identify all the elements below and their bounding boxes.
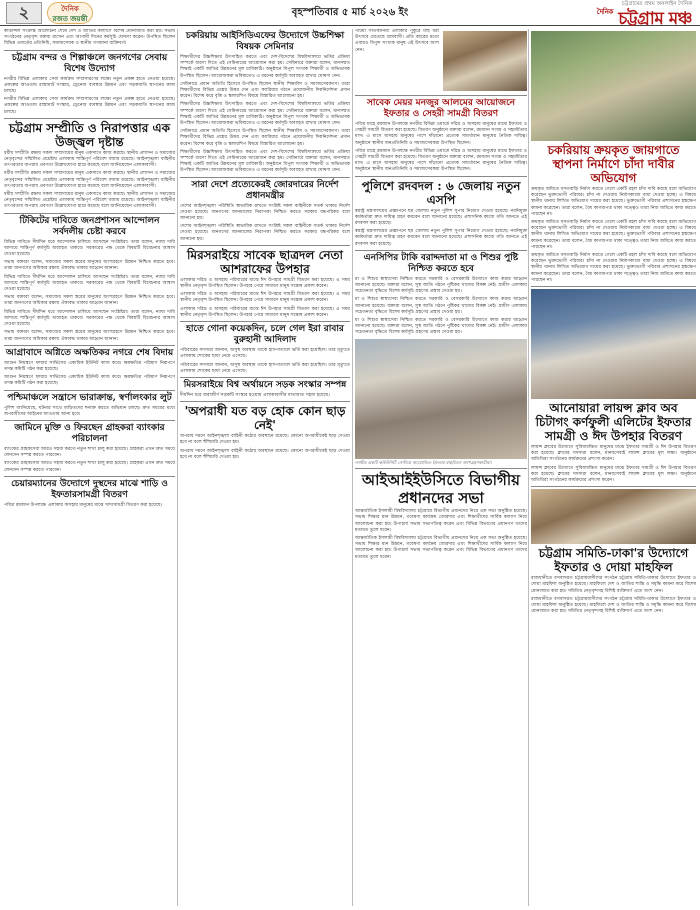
article-headline[interactable]: চট্টগ্রাম সম্প্রীতি ও নিরাপত্তার এক উজ্জ্বল দৃষ্টান্ত: [8, 120, 171, 149]
article-text: শিক্ষার্থীদের উচ্চশিক্ষায় উৎসাহিত করতে এবং দেশ-বিদেশের বিশ্ববিদ্যালয়ে ভর্তির প্রক্রিয়া সম্পর্কে ধারণা দিতে এই সেমিনারের আয়োজন করা হয়। সেমিনারে বক্তারা বলেন, মানসম্মত শিক্ষাই একটি জাতির উন্নয়নের মূল চাবিকাঠি। অনুষ্ঠানে বিপুল সংখ্যক শিক্ষার্থী ও অভিভাবক উপস্থিত ছিলেন। আয়োজকরা ভবিষ্যতেও এ ধরনের কর্মসূচি অব্যাহত রাখার ঘোষণা দেন।: [180, 55, 350, 79]
article-headline[interactable]: চট্টগ্রাম বন্দর ও শিল্পাঞ্চলে জনগণের সেবায় বিশেষ উদ্যোগ: [11, 52, 168, 74]
article-headline[interactable]: চেয়ারম্যানের উদ্যোগে দুস্থদের মাঝে শাড়ি ও ইফতারসামগ্রী বিতরণ: [11, 478, 168, 500]
article-headline[interactable]: পুলিশে রদবদল : ৬ জেলায় নতুন এসপি: [361, 178, 521, 207]
article-text: ব্যাংকের গ্রাহকসেবা আরও সহজ করতে নতুন শাখা চালু করা হয়েছে। গ্রাহকরা এখন দ্রুত সময়ে লেনদেন সম্পন্ন করতে পারবেন।: [4, 446, 175, 459]
article-text: অপরাধ দমনে আইনশৃঙ্খলা বাহিনী কঠোর অবস্থানে রয়েছে। কোনো অপরাধীকেই ছাড় দেওয়া হবে না বলে হুঁশিয়ারি দেওয়া হয়।: [180, 448, 350, 460]
article-text: আগুন নিয়ন্ত্রণে ফায়ার সার্ভিসের একাধিক ইউনিট কাজ করে। ক্ষয়ক্ষতির পরিমাণ নিরূপণে তদন্ত কমিটি গঠন করা হয়েছে।: [4, 360, 175, 372]
top-split: [355, 29, 527, 93]
article-text: সভায় বক্তারা বলেন, সমাজের সকল স্তরের মানুষের অংশগ্রহণে উন্নয়ন নিশ্চিত করতে হবে। তারা জনগণের অধিকার রক্ষায় ঐক্যবদ্ধ থাকার আহ্বান জানান।: [4, 260, 175, 272]
divider: [531, 286, 696, 287]
article-text: পরিবারের সদস্যরা জানান, অসুস্থ অবস্থায় তাকে হাসপাতালে ভর্তি করা হয়েছিল। তার মৃত্যুতে এলাকায় শোকের ছায়া নেমে এসেছে।: [180, 362, 350, 374]
divider: [355, 250, 527, 251]
article-headline[interactable]: 'অপরাধী যত বড় হোক কোন ছাড় নেই': [184, 404, 346, 433]
article-headline[interactable]: চকরিয়ায় ক্রয়কৃত জায়গাতে স্থাপনা নির্মাণে চাঁদা দাবীর অভিযোগ: [547, 143, 680, 185]
divider: [4, 476, 175, 477]
article-headline[interactable]: মিরসরাইয়ে বিশ্ব অর্থায়নে সড়ক সংস্কার সম্পন্ন: [183, 379, 347, 390]
divider: [355, 468, 527, 469]
article-headline[interactable]: চট্টগ্রাম সমিতি-ঢাকা'র উদ্যোগে ইফতার ও দোয়া মাহফিল: [538, 546, 689, 575]
article-headline[interactable]: মিরসরাইয়ে সাবেক ছাত্রদল নেতা আশরাফের উপহার: [186, 247, 343, 276]
news-photo: [531, 31, 696, 141]
article-text: ধর্মীয় সম্প্রীতি রক্ষায় সকল সম্প্রদায়ের মানুষ একসাথে কাজ করছে। স্থানীয় প্রশাসন ও সমাজের নেতৃবৃন্দের সম্মিলিত প্রচেষ্টায় এলাকায় শান্তিপূর্ণ পরিবেশ বজায় রয়েছে। আইনশৃঙ্খলা বাহিনীর তৎপরতায় অপরাধ প্রবণতা উল্লেখযোগ্য হারে কমেছে বলে জানিয়েছেন এলাকাবাসী।: [4, 192, 175, 210]
masthead: [0, 0, 700, 29]
article-text: সভায় বক্তারা বলেন, সমাজের সকল স্তরের মানুষের অংশগ্রহণে উন্নয়ন নিশ্চিত করতে হবে। তারা জনগণের অধিকার রক্ষায় ঐক্যবদ্ধ থাকার আহ্বান জানান।: [4, 295, 175, 307]
column-1: [4, 29, 175, 906]
divider: [180, 377, 350, 378]
article-text: ব্যাংকের গ্রাহকসেবা আরও সহজ করতে নতুন শাখা চালু করা হয়েছে। গ্রাহকরা এখন দ্রুত সময়ে লেনদেন সম্পন্ন করতে পারবেন।: [4, 461, 175, 473]
article-text: নগরীর বিভিন্ন এলাকায় সেবা কার্যক্রম সম্প্রসারণের লক্ষ্যে নতুন প্রকল্প হাতে নেওয়া হয়েছে। প্রকল্পের আওতায় রাস্তাঘাট সংস্কার, ড্রেনেজ ব্যবস্থার উন্নয়ন এবং সড়কবাতি স্থাপনের কাজ চলছে।: [4, 76, 175, 95]
divider: [355, 95, 527, 96]
article-headline[interactable]: আগ্রাবাদে অগ্নিতে অক্ষতিকর নগরে শেষ বিদায়: [5, 347, 174, 358]
article-text: কাউন্সিল সংক্রান্ত আলোচনা শেষে দেশ ও জাতির কল্যাণে বিশেষ মোনাজাত করা হয়। সভায় সংগঠনের নেতৃবৃন্দ বক্তব্য রাখেন এবং আগামী দিনের কর্মসূচি ঘোষণা করেন। উপস্থিত ছিলেন বিভিন্ন ওয়ার্ডের প্রতিনিধি, সমাজসেবক ও স্থানীয় গণ্যমান্য ব্যক্তিবর্গ।: [4, 29, 175, 47]
divider: [531, 486, 696, 487]
edition-date: বৃহস্পতিবার ৫ মার্চ ২০২৬ ইং: [291, 7, 409, 18]
article-text: এলাকার দরিদ্র ও অসহায় পরিবারের মাঝে ঈদ উপহার সামগ্রী বিতরণ করা হয়েছে। এ সময় স্থানীয় নেতৃবৃন্দ উপস্থিত ছিলেন। উপহার পেয়ে সাধারণ মানুষ সন্তোষ প্রকাশ করেন।: [180, 292, 350, 304]
article-text: দেশের আইনশৃঙ্খলা পরিস্থিতি স্বাভাবিক রাখতে সংশ্লিষ্ট সকল বাহিনীকে সতর্ক থাকার নির্দেশ দেওয়া হয়েছে। জনগণের জানমালের নিরাপত্তা নিশ্চিত করতে সরকার বদ্ধপরিকর বলে জানানো হয়।: [180, 224, 350, 242]
brand-name: চট্টগ্রাম মঞ্চ: [618, 9, 692, 29]
divider: [180, 177, 350, 178]
article-headline[interactable]: পশ্চিমাঞ্চলে সন্ত্রাসে ভারাক্রান্ত, স্বর্ণালংকার লুট: [7, 392, 172, 403]
article-headline[interactable]: চকরিয়ায় আইসিডিএফের উদ্যোগে উচ্চশিক্ষা বিষয়ক সেমিনার: [185, 31, 345, 52]
article-text: পবিত্র মাহে রমজান উপলক্ষে নগরীর বিভিন্ন ওয়ার্ডে দরিদ্র ও অসহায় মানুষের মাঝে ইফতার ও সেহরী সামগ্রী বিতরণ করা হয়েছে। বিতরণ অনুষ্ঠানে বক্তারা বলেন, রমজান সংযম ও সহমর্মিতার মাস। এ মাসে অসহায় মানুষের পাশে দাঁড়ানো প্রত্যেক সামর্থ্যবান মানুষের নৈতিক দায়িত্ব। অনুষ্ঠানে স্থানীয় জনপ্রতিনিধি ও সমাজসেবকরা উপস্থিত ছিলেন।: [355, 148, 527, 173]
badge-bottom: রজত জয়ন্তী: [52, 15, 88, 23]
brand-tagline: চট্টগ্রামের প্রথম অনলাইন দৈনিক: [621, 1, 692, 7]
article-text: রাজধানীতে বসবাসরত চট্টগ্রামবাসীদের সংগঠন চট্টগ্রাম সমিতি-ঢাকার উদ্যোগে ইফতার ও দোয়া মাহফিল অনুষ্ঠিত হয়েছে। মাহফিলে দেশ ও জাতির শান্তি ও সমৃদ্ধি কামনা করে বিশেষ মোনাজাত করা হয়। সমিতির নেতৃবৃন্দসহ বিশিষ্ট ব্যক্তিবর্গ এতে অংশ নেন।: [531, 576, 696, 594]
article-text: ক্রয়কৃত জমিতে বসতবাড়ি নির্মাণ করতে গেলে একটি মহল চাঁদা দাবি করছে বলে অভিযোগ করেছেন ভুক্তভোগী পরিবার। চাঁদা না দেওয়ায় নির্মাণকাজে বাধা দেওয়া হচ্ছে। এ বিষয়ে স্থানীয় থানায় লিখিত অভিযোগ দায়ের করা হয়েছে। ভুক্তভোগী পরিবার প্রশাসনের হস্তক্ষেপ কামনা করেছেন। তারা বলেন, বৈধ কাগজপত্র থাকা সত্ত্বেও তারা নিজ জমিতে কাজ করতে পারছেন না।: [531, 187, 696, 217]
article-text: আন্তর্জাতিক ইসলামী বিশ্ববিদ্যালয় চট্টগ্রামে বিভাগীয় প্রধানদের নিয়ে এক সভা অনুষ্ঠিত হয়েছে। সভায় শিক্ষার মান উন্নয়ন, গবেষণা কার্যক্রম জোরদার এবং শিক্ষার্থীদের সার্বিক কল্যাণ নিয়ে আলোচনা করা হয়। উপাচার্য সভায় সভাপতিত্ব করেন এবং বিভিন্ন বিভাগের প্রধানগণ তাদের মতামত তুলে ধরেন।: [355, 509, 527, 533]
article-text: এলাকার দরিদ্র ও অসহায় পরিবারের মাঝে ঈদ উপহার সামগ্রী বিতরণ করা হয়েছে। এ সময় স্থানীয় নেতৃবৃন্দ উপস্থিত ছিলেন। উপহার পেয়ে সাধারণ মানুষ সন্তোষ প্রকাশ করেন।: [180, 277, 350, 290]
article-text: আন্তর্জাতিক ইসলামী বিশ্ববিদ্যালয় চট্টগ্রামে বিভাগীয় প্রধানদের নিয়ে এক সভা অনুষ্ঠিত হয়েছে। সভায় শিক্ষার মান উন্নয়ন, গবেষণা কার্যক্রম জোরদার এবং শিক্ষার্থীদের সার্বিক কল্যাণ নিয়ে আলোচনা করা হয়। উপাচার্য সভায় সভাপতিত্ব করেন এবং বিভিন্ন বিভাগের প্রধানগণ তাদের মতামত তুলে ধরেন।: [355, 535, 527, 560]
photo-caption: নগরীর একটি কমিউনিটি সেন্টারে আয়োজিত ইফতার মাহফিলে অংশগ্রহণকারীরা।: [355, 460, 492, 466]
article-text: স্বরাষ্ট্র মন্ত্রণালয়ের প্রজ্ঞাপনে ছয় জেলায় নতুন পুলিশ সুপার নিয়োগ দেওয়া হয়েছে। নবনিযুক্ত কর্মকর্তারা দ্রুত দায়িত্ব গ্রহণ করবেন বলে জানানো হয়েছে। প্রশাসনিক কাজে গতি আনতে এই রদবদল করা হয়েছে।: [355, 208, 527, 227]
article-text: পবিত্র মাহে রমজান উপলক্ষে নগরীর বিভিন্ন ওয়ার্ডে দরিদ্র ও অসহায় মানুষের মাঝে ইফতার ও সেহরী সামগ্রী বিতরণ করা হয়েছে। বিতরণ অনুষ্ঠানে বক্তারা বলেন, রমজান সংযম ও সহমর্মিতার মাস। এ মাসে অসহায় মানুষের পাশে দাঁড়ানো প্রত্যেক সামর্থ্যবান মানুষের নৈতিক দায়িত্ব। অনুষ্ঠানে স্থানীয় জনপ্রতিনিধি ও সমাজসেবকরা উপস্থিত ছিলেন।: [355, 122, 527, 146]
article-text: শিক্ষার্থীদের উচ্চশিক্ষায় উৎসাহিত করতে এবং দেশ-বিদেশের বিশ্ববিদ্যালয়ে ভর্তির প্রক্রিয়া সম্পর্কে ধারণা দিতে এই সেমিনারের আয়োজন করা হয়। সেমিনারে বক্তারা বলেন, মানসম্মত শিক্ষাই একটি জাতির উন্নয়নের মূল চাবিকাঠি। অনুষ্ঠানে বিপুল সংখ্যক শিক্ষার্থী ও অভিভাবক উপস্থিত ছিলেন। আয়োজকরা ভবিষ্যতেও এ ধরনের কর্মসূচি অব্যাহত রাখার ঘোষণা দেন।: [180, 149, 350, 174]
article-text: মা ও শিশুর স্বাস্থ্যসেবা নিশ্চিত করতে সরকারি ও বেসরকারি উদ্যোগে কাজ করার আহ্বান জানানো হয়েছে। বক্তারা বলেন, সুস্থ জাতি গঠনে পুষ্টিকর খাদ্যের বিকল্প নেই। গ্রামীণ এলাকায় সচেতনতা বৃদ্ধিতে বিশেষ কর্মসূচি গ্রহণের প্রস্তাব দেওয়া হয়।: [355, 276, 527, 295]
divider: [4, 420, 175, 421]
divider: [355, 176, 527, 177]
news-photo: [531, 489, 696, 544]
article-text: লায়ন্স ক্লাবের উদ্যোগে সুবিধাবঞ্চিত মানুষের মাঝে ইফতার সামগ্রী ও ঈদ উপহার বিতরণ করা হয়েছে। ক্লাবের সদস্যরা বলেন, মানবসেবাই লায়ন্স ক্লাবের মূল লক্ষ্য। অনুষ্ঠানে অতিথিরা সংগঠনের কার্যক্রমের প্রশংসা করেন।: [531, 465, 696, 484]
divider: [4, 213, 175, 214]
article-text: শিক্ষার্থীদের উচ্চশিক্ষায় উৎসাহিত করতে এবং দেশ-বিদেশের বিশ্ববিদ্যালয়ে ভর্তির প্রক্রিয়া সম্পর্কে ধারণা দিতে এই সেমিনারের আয়োজন করা হয়। সেমিনারে বক্তারা বলেন, মানসম্মত শিক্ষাই একটি জাতির উন্নয়নের মূল চাবিকাঠি। অনুষ্ঠানে বিপুল সংখ্যক শিক্ষার্থী ও অভিভাবক উপস্থিত ছিলেন। আয়োজকরা ভবিষ্যতেও এ ধরনের কর্মসূচি অব্যাহত রাখার ঘোষণা দেন।: [180, 102, 350, 127]
article-headline[interactable]: আইআইইউসিতে বিভাগীয় প্রধানদের সভা: [362, 471, 520, 508]
article-text: দেশের আইনশৃঙ্খলা পরিস্থিতি স্বাভাবিক রাখতে সংশ্লিষ্ট সকল বাহিনীকে সতর্ক থাকার নির্দেশ দেওয়া হয়েছে। জনগণের জানমালের নিরাপত্তা নিশ্চিত করতে সরকার বদ্ধপরিকর বলে জানানো হয়।: [180, 203, 350, 222]
article-text: বিভিন্ন দাবিতে দীর্ঘদিন ধরে আন্দোলন চালিয়ে আসছেন সংশ্লিষ্টরা। তারা বলেন, ন্যায্য দাবি আদায়ে শান্তিপূর্ণ কর্মসূচি অব্যাহত থাকবে। সরকারের পক্ষ থেকে বিষয়টি বিবেচনার আশ্বাস দেওয়া হয়েছে।: [4, 309, 175, 328]
article-headline[interactable]: আনোয়ারা লায়ন্স ক্লাব অব চিটাগং কর্ণফুলী এলিটের ইফতার সামগ্রী ও ঈদ উপহার বিতরণ: [535, 401, 692, 444]
article-text: আগুন নিয়ন্ত্রণে ফায়ার সার্ভিসের একাধিক ইউনিট কাজ করে। ক্ষয়ক্ষতির পরিমাণ নিরূপণে তদন্ত কমিটি গঠন করা হয়েছে।: [4, 375, 175, 387]
article-text: ধর্মীয় সম্প্রীতি রক্ষায় সকল সম্প্রদায়ের মানুষ একসাথে কাজ করছে। স্থানীয় প্রশাসন ও সমাজের নেতৃবৃন্দের সম্মিলিত প্রচেষ্টায় এলাকায় শান্তিপূর্ণ পরিবেশ বজায় রয়েছে। আইনশৃঙ্খলা বাহিনীর তৎপরতায় অপরাধ প্রবণতা উল্লেখযোগ্য হারে কমেছে বলে জানিয়েছেন এলাকাবাসী।: [4, 171, 175, 189]
column-divider: [177, 29, 178, 906]
article-headline[interactable]: জামিনে মুক্তি ও ফিরছেন গ্রাহকরা ব্যাংকার পরিচালনা: [14, 422, 165, 444]
article-headline[interactable]: টিকিটের দাবিতে জনপ্রশাসন আন্দোলন সর্বদলীয় চেষ্টা করবে: [19, 215, 160, 237]
article-text: পবিত্র রমজান উপলক্ষে এলাকার অসহায় মানুষের মাঝে খাদ্যসামগ্রী বিতরণ করা হয়েছে।: [4, 502, 163, 508]
column-3: [355, 29, 527, 906]
column-divider: [352, 29, 353, 906]
article-text: মা ও শিশুর স্বাস্থ্যসেবা নিশ্চিত করতে সরকারি ও বেসরকারি উদ্যোগে কাজ করার আহ্বান জানানো হয়েছে। বক্তারা বলেন, সুস্থ জাতি গঠনে পুষ্টিকর খাদ্যের বিকল্প নেই। গ্রামীণ এলাকায় সচেতনতা বৃদ্ধিতে বিশেষ কর্মসূচি গ্রহণের প্রস্তাব দেওয়া হয়।: [355, 297, 527, 315]
article-headline[interactable]: এনসিপির টাকি বরাদ্দদাতা মা ও শিশুর পুষ্টি নিশ্চিত করতে হবে: [363, 252, 519, 274]
divider: [4, 50, 175, 51]
article-text: নগরীর বিভিন্ন এলাকায় সেবা কার্যক্রম সম্প্রসারণের লক্ষ্যে নতুন প্রকল্প হাতে নেওয়া হয়েছে। প্রকল্পের আওতায় রাস্তাঘাট সংস্কার, ড্রেনেজ ব্যবস্থার উন্নয়ন এবং সড়কবাতি স্থাপনের কাজ চলছে।: [4, 97, 175, 115]
column-2: [180, 29, 350, 906]
article-text: বিভিন্ন দাবিতে দীর্ঘদিন ধরে আন্দোলন চালিয়ে আসছেন সংশ্লিষ্টরা। তারা বলেন, ন্যায্য দাবি আদায়ে শান্তিপূর্ণ কর্মসূচি অব্যাহত থাকবে। সরকারের পক্ষ থেকে বিষয়টি বিবেচনার আশ্বাস দেওয়া হয়েছে।: [4, 274, 175, 293]
divider: [4, 390, 175, 391]
article-headline[interactable]: সাবেক মেয়র মনজুর আলমের আয়োজনে ইফতার ও সেহরী সামগ্রী বিতরণ: [366, 98, 516, 119]
article-text: পটিয়া সাতকানিয়া এলাকার পুকুরে মাছ ধরা উৎসবে মেতেছে গ্রামবাসী। প্রতি বছরের মতো এবারও বিপুল সংখ্যক মানুষ এই উৎসবে অংশ নেন।: [355, 29, 439, 53]
article-text: ধর্মীয় সম্প্রীতি রক্ষায় সকল সম্প্রদায়ের মানুষ একসাথে কাজ করছে। স্থানীয় প্রশাসন ও সমাজের নেতৃবৃন্দের সম্মিলিত প্রচেষ্টায় এলাকায় শান্তিপূর্ণ পরিবেশ বজায় রয়েছে। আইনশৃঙ্খলা বাহিনীর তৎপরতায় অপরাধ প্রবণতা উল্লেখযোগ্য হারে কমেছে বলে জানিয়েছেন এলাকাবাসী।: [4, 150, 175, 169]
article-headline[interactable]: সারা দেশে প্রত্যেকেরই জোরদারের নির্দেশ প্রধানমন্ত্রীর: [191, 179, 339, 201]
article-text: বিভিন্ন দাবিতে দীর্ঘদিন ধরে আন্দোলন চালিয়ে আসছেন সংশ্লিষ্টরা। তারা বলেন, ন্যায্য দাবি আদায়ে শান্তিপূর্ণ কর্মসূচি অব্যাহত থাকবে। সরকারের পক্ষ থেকে বিষয়টি বিবেচনার আশ্বাস দেওয়া হয়েছে।: [4, 239, 175, 258]
news-photo: [443, 31, 527, 91]
article-text: সেমিনারে প্রধান অতিথি হিসেবে উপস্থিত ছিলেন স্থানীয় শিক্ষাবিদ ও সমাজসেবকগণ। তারা শিক্ষার্থীদের বিভিন্ন প্রশ্নের উত্তর দেন এবং ক্যারিয়ার গঠনে প্রয়োজনীয় দিকনির্দেশনা প্রদান করেন। বিশেষ করে বৃত্তি ও স্কলারশিপ বিষয়ে বিস্তারিত আলোচনা হয়।: [180, 81, 350, 100]
article-text: রাজধানীতে বসবাসরত চট্টগ্রামবাসীদের সংগঠন চট্টগ্রাম সমিতি-ঢাকার উদ্যোগে ইফতার ও দোয়া মাহফিল অনুষ্ঠিত হয়েছে। মাহফিলে দেশ ও জাতির শান্তি ও সমৃদ্ধি কামনা করে বিশেষ মোনাজাত করা হয়। সমিতির নেতৃবৃন্দসহ বিশিষ্ট ব্যক্তিবর্গ এতে অংশ নেন।: [531, 596, 696, 615]
article-text: লায়ন্স ক্লাবের উদ্যোগে সুবিধাবঞ্চিত মানুষের মাঝে ইফতার সামগ্রী ও ঈদ উপহার বিতরণ করা হয়েছে। ক্লাবের সদস্যরা বলেন, মানবসেবাই লায়ন্স ক্লাবের মূল লক্ষ্য। অনুষ্ঠানে অতিথিরা সংগঠনের কার্যক্রমের প্রশংসা করেন।: [531, 445, 696, 463]
article-headline[interactable]: হাতে গোনা কয়েকদিন, চলে গেল ইরা রাবার বুরুহানী আদিলাদ: [186, 324, 344, 346]
article-text: অপরাধ দমনে আইনশৃঙ্খলা বাহিনী কঠোর অবস্থানে রয়েছে। কোনো অপরাধীকেই ছাড় দেওয়া হবে না বলে হুঁশিয়ারি দেওয়া হয়।: [180, 434, 350, 446]
badge-top: দৈনিক: [61, 5, 79, 13]
news-photo: [531, 289, 696, 399]
article-text: মা ও শিশুর স্বাস্থ্যসেবা নিশ্চিত করতে সরকারি ও বেসরকারি উদ্যোগে কাজ করার আহ্বান জানানো হয়েছে। বক্তারা বলেন, সুস্থ জাতি গঠনে পুষ্টিকর খাদ্যের বিকল্প নেই। গ্রামীণ এলাকায় সচেতনতা বৃদ্ধিতে বিশেষ কর্মসূচি গ্রহণের প্রস্তাব দেওয়া হয়।: [355, 318, 527, 336]
article-text: পুলিশ জানিয়েছে, ঘটনার সাথে জড়িতদের শনাক্ত করতে অভিযান চলছে। দ্রুত সময়ের মধ্যে অপরাধীদের আইনের আওতায় আনা হবে।: [4, 405, 175, 417]
article-text: দীর্ঘদিন ধরে জরাজীর্ণ সড়কটি সংস্কার হওয়ায় এলাকাবাসীর যাতায়াত সহজ হয়েছে।: [180, 392, 330, 398]
brand-prefix: দৈনিক: [596, 7, 613, 16]
divider: [180, 321, 350, 322]
article-text: সেমিনারে প্রধান অতিথি হিসেবে উপস্থিত ছিলেন স্থানীয় শিক্ষাবিদ ও সমাজসেবকগণ। তারা শিক্ষার্থীদের বিভিন্ন প্রশ্নের উত্তর দেন এবং ক্যারিয়ার গঠনে প্রয়োজনীয় দিকনির্দেশনা প্রদান করেন। বিশেষ করে বৃত্তি ও স্কলারশিপ বিষয়ে বিস্তারিত আলোচনা হয়।: [180, 129, 350, 147]
article-text: ক্রয়কৃত জমিতে বসতবাড়ি নির্মাণ করতে গেলে একটি মহল চাঁদা দাবি করছে বলে অভিযোগ করেছেন ভুক্তভোগী পরিবার। চাঁদা না দেওয়ায় নির্মাণকাজে বাধা দেওয়া হচ্ছে। এ বিষয়ে স্থানীয় থানায় লিখিত অভিযোগ দায়ের করা হয়েছে। ভুক্তভোগী পরিবার প্রশাসনের হস্তক্ষেপ কামনা করেছেন। তারা বলেন, বৈধ কাগজপত্র থাকা সত্ত্বেও তারা নিজ জমিতে কাজ করতে পারছেন না।: [531, 253, 696, 283]
divider: [4, 118, 175, 119]
news-photo: [355, 339, 527, 459]
divider: [4, 345, 175, 346]
column-4: [531, 29, 696, 906]
article-text: এলাকার দরিদ্র ও অসহায় পরিবারের মাঝে ঈদ উপহার সামগ্রী বিতরণ করা হয়েছে। এ সময় স্থানীয় নেতৃবৃন্দ উপস্থিত ছিলেন। উপহার পেয়ে সাধারণ মানুষ সন্তোষ প্রকাশ করেন।: [180, 306, 350, 318]
divider: [180, 245, 350, 246]
page-number: ২: [6, 2, 42, 24]
article-text: ক্রয়কৃত জমিতে বসতবাড়ি নির্মাণ করতে গেলে একটি মহল চাঁদা দাবি করছে বলে অভিযোগ করেছেন ভুক্তভোগী পরিবার। চাঁদা না দেওয়ায় নির্মাণকাজে বাধা দেওয়া হচ্ছে। এ বিষয়ে স্থানীয় থানায় লিখিত অভিযোগ দায়ের করা হয়েছে। ভুক্তভোগী পরিবার প্রশাসনের হস্তক্ষেপ কামনা করেছেন। তারা বলেন, বৈধ কাগজপত্র থাকা সত্ত্বেও তারা নিজ জমিতে কাজ করতে পারছেন না।: [531, 220, 696, 250]
article-text: পরিবারের সদস্যরা জানান, অসুস্থ অবস্থায় তাকে হাসপাতালে ভর্তি করা হয়েছিল। তার মৃত্যুতে এলাকায় শোকের ছায়া নেমে এসেছে।: [180, 348, 350, 360]
divider: [180, 401, 350, 402]
article-text: স্বরাষ্ট্র মন্ত্রণালয়ের প্রজ্ঞাপনে ছয় জেলায় নতুন পুলিশ সুপার নিয়োগ দেওয়া হয়েছে। নবনিযুক্ত কর্মকর্তারা দ্রুত দায়িত্ব গ্রহণ করবেন বলে জানানো হয়েছে। প্রশাসনিক কাজে গতি আনতে এই রদবদল করা হয়েছে।: [355, 229, 527, 247]
article-text: সভায় বক্তারা বলেন, সমাজের সকল স্তরের মানুষের অংশগ্রহণে উন্নয়ন নিশ্চিত করতে হবে। তারা জনগণের অধিকার রক্ষায় ঐক্যবদ্ধ থাকার আহ্বান জানান।: [4, 330, 175, 342]
column-divider: [528, 29, 529, 906]
